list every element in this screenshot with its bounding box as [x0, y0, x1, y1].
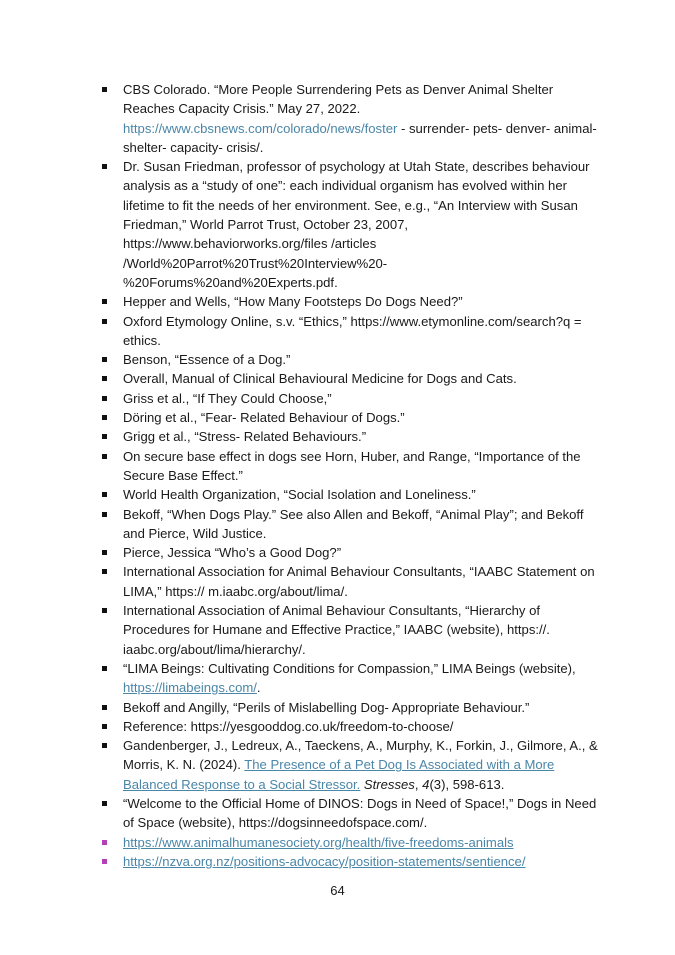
reference-text: ,: [414, 776, 423, 792]
bullet-icon: [102, 434, 107, 439]
reference-text: CBS Colorado. “More People Surrendering Pets as Denver Animal Shelter Reaches Capacity Crisis.” May 27, 2022.: [123, 82, 554, 117]
reference-text: International Association for Animal Behaviour Consultants, “IAABC Statement on LIMA,” https:// m.iaabc.org/about/lima/.: [123, 564, 595, 599]
bullet-icon: [102, 666, 107, 671]
reference-text: 4: [422, 776, 430, 792]
bullet-icon: [102, 705, 107, 710]
reference-item: [100, 736, 600, 794]
bullet-icon: [102, 743, 107, 748]
reference-item: [100, 157, 600, 292]
reference-link[interactable]: https://nzva.org.nz/positions-advocacy/position-statements/sentience/: [123, 853, 526, 869]
bullet-icon: [102, 801, 107, 806]
reference-text: Grigg et al., “Stress- Related Behaviours.”: [123, 429, 367, 445]
bullet-icon: [102, 454, 107, 459]
reference-text: .: [256, 680, 261, 696]
bullet-icon: [102, 376, 107, 381]
reference-text: “LIMA Beings: Cultivating Conditions for Compassion,” LIMA Beings (website),: [123, 660, 576, 676]
reference-text: Hepper and Wells, “How Many Footsteps Do Dogs Need?”: [123, 294, 463, 310]
reference-item: [100, 292, 600, 311]
reference-text: Gandenberger, J., Ledreux, A., Taeckens, A., Murphy, K., Forkin, J., Gilmore, A., & Morris, K. N. (2024).: [123, 738, 598, 773]
bullet-icon: [102, 608, 107, 613]
reference-text: Bekoff and Angilly, “Perils of Mislabelling Dog- Appropriate Behaviour.”: [123, 699, 530, 715]
reference-text: Döring et al., “Fear- Related Behaviour of Dogs.”: [123, 410, 405, 426]
reference-text: Oxford Etymology Online, s.v. “Ethics,” https://www.etymonline.com/search?q = ethics.: [123, 313, 582, 348]
reference-text: “Welcome to the Official Home of DINOS: Dogs in Need of Space!,” Dogs in Need of Space (website), https://dogsinneedofspace.com/.: [123, 795, 597, 831]
reference-item: [100, 80, 600, 157]
reference-item: [100, 427, 600, 446]
bullet-icon: [102, 87, 107, 92]
bullet-icon: [102, 164, 107, 169]
reference-item: [100, 369, 600, 388]
reference-item: [100, 717, 600, 736]
reference-item: [100, 852, 600, 871]
reference-item: [100, 408, 600, 427]
reference-item: [100, 485, 600, 504]
reference-text: Griss et al., “If They Could Choose,”: [123, 390, 332, 406]
reference-item: [100, 833, 600, 852]
reference-item: [100, 505, 600, 544]
reference-text: On secure base effect in dogs see Horn, Huber, and Range, “Importance of the Secure Base Effect.”: [123, 448, 581, 483]
reference-item: [100, 447, 600, 486]
reference-text: International Association of Animal Behaviour Consultants, “Hierarchy of Procedures for Humane and Effective Practice,” IAABC (website), https://. iaabc.org/about/lima/hierarchy/.: [123, 603, 550, 657]
reference-text: Dr. Susan Friedman, professor of psychology at Utah State, describes behaviour analysis as a “study of one”: each individual organism has evolved within her lifetime to fit the needs of her environment. See, e.g., “An Interview with Susan Friedman,” World Parrot Trust, October 23, 2007, https://www.behaviorworks.org/files /articles /World%20Parrot%20Trust%20Interview%20- %20Forums%20and%20Experts.pdf.: [123, 159, 590, 290]
reference-item: [100, 562, 600, 601]
bullet-icon: [102, 724, 107, 729]
bullet-icon: [102, 840, 107, 845]
reference-item: [100, 601, 600, 659]
bullet-icon: [102, 299, 107, 304]
bullet-icon: [102, 550, 107, 555]
bullet-icon: [102, 859, 107, 864]
bullet-icon: [102, 396, 107, 401]
reference-link[interactable]: https://limabeings.com/: [123, 680, 257, 696]
reference-item: [100, 698, 600, 717]
reference-item: [100, 659, 600, 698]
reference-text: Reference: https://yesgooddog.co.uk/freedom-to-choose/: [123, 718, 454, 734]
reference-item: [100, 543, 600, 562]
reference-item: [100, 389, 600, 408]
page-number: 64: [330, 883, 345, 898]
reference-item: [100, 350, 600, 369]
reference-list: [100, 80, 600, 871]
bullet-icon: [102, 319, 107, 324]
reference-text: Overall, Manual of Clinical Behavioural Medicine for Dogs and Cats.: [123, 371, 517, 387]
reference-link[interactable]: https://www.animalhumanesociety.org/health/five-freedoms-animals: [123, 834, 514, 850]
reference-text: World Health Organization, “Social Isolation and Loneliness.”: [123, 487, 476, 503]
reference-text: Benson, “Essence of a Dog.”: [123, 352, 291, 368]
bullet-icon: [102, 569, 107, 574]
reference-link[interactable]: The Presence of a Pet Dog Is Associated with a More Balanced Response to a Social Stressor.: [123, 757, 555, 792]
bullet-icon: [102, 492, 107, 497]
reference-text: (3), 598-613.: [429, 776, 505, 792]
reference-text: Bekoff, “When Dogs Play.” See also Allen and Bekoff, “Animal Play”; and Bekoff and Pierce, Wild Justice.: [123, 506, 584, 541]
reference-link[interactable]: https://www.cbsnews.com/colorado/news/foster: [123, 120, 398, 136]
bullet-icon: [102, 512, 107, 517]
reference-text: Stresses: [363, 776, 415, 792]
reference-item: [100, 312, 600, 351]
reference-text: - surrender- pets- denver- animal- shelter- capacity- crisis/.: [123, 120, 597, 155]
bullet-icon: [102, 415, 107, 420]
reference-item: [100, 794, 600, 833]
reference-text: Pierce, Jessica “Who’s a Good Dog?”: [123, 545, 342, 561]
bullet-icon: [102, 357, 107, 362]
